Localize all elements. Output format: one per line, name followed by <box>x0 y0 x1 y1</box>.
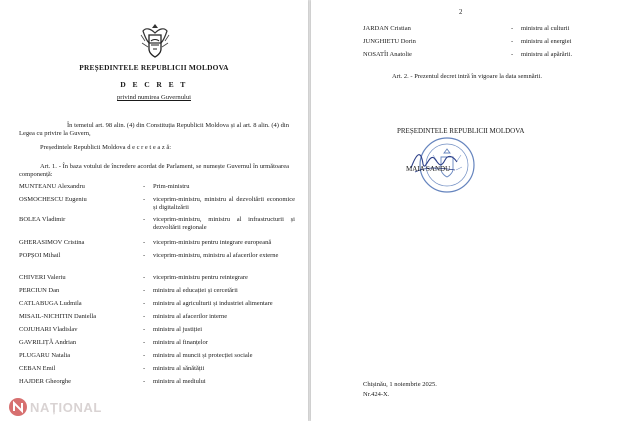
national-watermark <box>8 397 102 417</box>
member-name: CHIVERI Valeriu <box>19 274 66 281</box>
member-dash: - <box>511 38 514 45</box>
member-role: ministru al educației și cercetării <box>153 287 238 294</box>
member-name: COJUHARI Vladislav <box>19 326 78 333</box>
member-dash: - <box>143 216 146 223</box>
moldova-coat-of-arms-icon <box>137 21 173 61</box>
member-dash: - <box>143 313 146 320</box>
member-role: ministru al apărării. <box>521 51 573 58</box>
member-name: MISAIL-NICHITIN Daniella <box>19 313 97 320</box>
member-name: PERCIUN Dan <box>19 287 60 294</box>
member-role: viceprim-ministru, ministru al afacerilor externe <box>153 252 279 259</box>
member-name: PLUGARU Natalia <box>19 352 71 359</box>
member-dash: - <box>143 365 146 372</box>
member-role: ministru al justiției <box>153 326 203 333</box>
watermark-text: NAȚIONAL <box>30 399 102 415</box>
document-subject: privind numirea Guvernului <box>117 94 191 101</box>
member-role: ministru al mediului <box>153 378 206 385</box>
member-dash: - <box>143 239 146 246</box>
article-1-paragraph: Art. 1. - În baza votului de încredere acordat de Parlament, se numește Guvernul în următoarea componență: <box>19 163 289 179</box>
decree-page-2 <box>311 0 619 421</box>
member-role: viceprim-ministru, ministru al infrastructurii și dezvoltării regionale <box>153 216 295 232</box>
member-dash: - <box>143 352 146 359</box>
member-name: CATLABUGA Ludmila <box>19 300 82 307</box>
member-role: ministru al sănătății <box>153 365 205 372</box>
member-role: ministru al finanțelor <box>153 339 208 346</box>
document-type: D E C R E T <box>120 80 188 89</box>
page-number: 2 <box>459 9 463 16</box>
member-role: viceprim-ministru pentru reintegrare <box>153 274 248 281</box>
issuer-title: PREȘEDINTELE REPUBLICII MOLDOVA <box>79 63 229 72</box>
member-name: JARDAN Cristian <box>363 25 411 32</box>
member-name: JUNGHIETU Dorin <box>363 38 416 45</box>
member-name: NOSATÎI Anatolie <box>363 51 412 58</box>
signature-block-title: PREȘEDINTELE REPUBLICII MOLDOVA <box>397 127 525 135</box>
member-dash: - <box>511 51 514 58</box>
member-role: viceprim-ministru pentru integrare europeană <box>153 239 272 246</box>
member-name: OSMOCHESCU Eugeniu <box>19 196 87 203</box>
member-role: ministru al agriculturii și industriei alimentare <box>153 300 273 307</box>
member-dash: - <box>143 252 146 259</box>
place-and-date: Chișinău, 1 noiembrie 2025. <box>363 381 437 388</box>
member-role: ministru al energiei <box>521 38 572 45</box>
member-role: ministru al muncii și protecției sociale <box>153 352 253 359</box>
member-name: HAJDER Gheorghe <box>19 378 72 385</box>
member-dash: - <box>143 326 146 333</box>
member-dash: - <box>143 339 146 346</box>
member-role: ministru al afacerilor interne <box>153 313 228 320</box>
preamble-paragraph: În temeiul art. 98 alin. (4) din Constituția Republicii Moldova și al art. 8 alin. (4) din Legea cu privire la Guvern, <box>19 122 289 138</box>
member-dash: - <box>143 274 146 281</box>
member-name: GAVRILIȚĂ Andrian <box>19 339 77 346</box>
member-dash: - <box>143 378 146 385</box>
member-name: CEBAN Emil <box>19 365 56 372</box>
member-role: Prim-ministru <box>153 183 190 190</box>
article-2-paragraph: Art. 2. - Prezentul decret intră în vigoare la data semnării. <box>392 73 542 80</box>
member-role: viceprim-ministru, ministru al dezvoltării economice și digitalizării <box>153 196 295 212</box>
decree-page-1 <box>0 0 308 421</box>
member-name: BOLEA Vladimir <box>19 216 66 223</box>
signatory-name: MAIA SANDU <box>406 165 451 173</box>
national-logo-icon <box>8 397 28 417</box>
member-dash: - <box>143 300 146 307</box>
member-dash: - <box>511 25 514 32</box>
member-name: POPȘOI Mihail <box>19 252 61 259</box>
member-name: GHERASIMOV Cristina <box>19 239 85 246</box>
member-dash: - <box>143 183 146 190</box>
member-name: MUNTEANU Alexandru <box>19 183 85 190</box>
member-dash: - <box>143 196 146 203</box>
member-role: ministru al culturii <box>521 25 570 32</box>
decreteaza-paragraph: Președintele Republicii Moldova d e c r e t e a z ă: <box>40 144 172 151</box>
decree-number: Nr.424-X. <box>363 391 390 398</box>
member-dash: - <box>143 287 146 294</box>
